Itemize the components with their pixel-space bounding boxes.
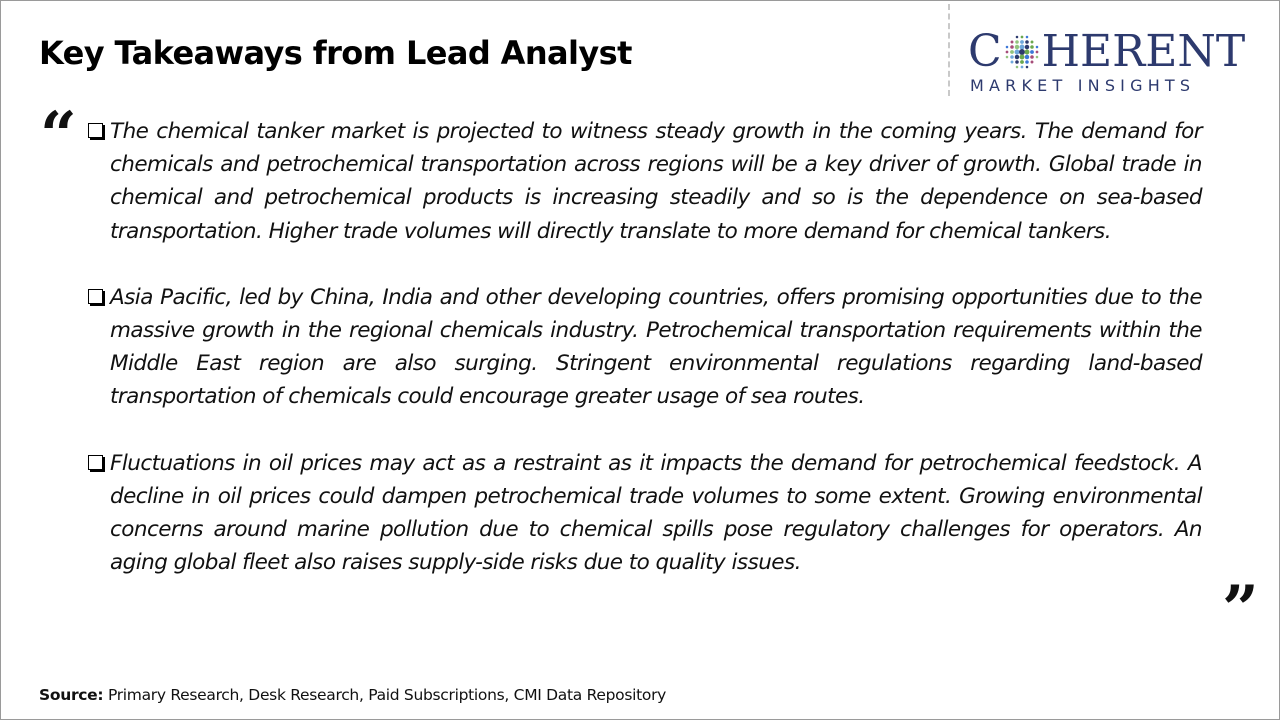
source-text: Primary Research, Desk Research, Paid Subscriptions, CMI Data Repository	[107, 686, 667, 704]
logo-dot	[1010, 50, 1014, 54]
logo-dot	[1020, 36, 1023, 39]
slide-title: Key Takeaways from Lead Analyst	[39, 34, 632, 72]
logo-dot	[1019, 45, 1024, 50]
logo-dot	[1010, 45, 1014, 49]
checkbox-bullet-icon	[88, 123, 103, 138]
logo-dot	[1014, 55, 1018, 59]
source-label: Source:	[39, 686, 104, 704]
logo-dot	[1025, 36, 1028, 39]
logo-dot	[1015, 36, 1018, 39]
logo-subtitle: MARKET INSIGHTS	[970, 76, 1196, 95]
logo-dot	[1010, 55, 1014, 59]
logo-dot	[1030, 41, 1033, 44]
logo-dot	[1035, 56, 1038, 59]
logo-dot	[1035, 51, 1038, 54]
logo-dot	[1020, 40, 1024, 44]
logo-dot-globe-icon	[1004, 34, 1040, 70]
company-logo	[968, 26, 1268, 100]
logo-dot	[1019, 49, 1025, 55]
logo-dot	[1015, 40, 1019, 44]
takeaway-item	[86, 281, 1202, 414]
logo-dot	[1015, 60, 1019, 64]
logo-dot	[1005, 56, 1008, 59]
logo-divider	[948, 4, 950, 96]
logo-dot	[1014, 45, 1018, 49]
logo-dot	[1005, 46, 1008, 49]
close-quote-icon: ”	[1222, 572, 1259, 647]
logo-word-right: HERENT	[1041, 26, 1246, 77]
logo-wordmark	[968, 26, 1268, 77]
logo-dot	[1025, 60, 1029, 64]
checkbox-bullet-icon	[88, 455, 103, 470]
logo-dot	[1025, 66, 1028, 69]
takeaway-text: The chemical tanker market is projected to witness steady growth in the coming years. The demand for chemicals and petrochemical transportation across regions will be a key driver of growth. Global trade in chemical and petrochemical products is increasing steadily and so is the dependence on sea-based transportation. Higher trade volumes will directly translate to more demand for chemical tankers.	[110, 119, 1202, 244]
logo-dot	[1035, 46, 1038, 49]
logo-dot	[1020, 60, 1024, 64]
logo-dot	[1025, 40, 1029, 44]
logo-word-left: C	[968, 26, 1002, 77]
open-quote-icon: “	[40, 98, 77, 173]
takeaway-text: Fluctuations in oil prices may act as a restraint as it impacts the demand for petrochemical feedstock. A decline in oil prices could dampen petrochemical trade volumes to some extent. Growing environmental concerns around marine pollution due to chemical spills pose regulatory challenges for operators. An aging global fleet also raises supply-side risks due to quality issues.	[110, 450, 1202, 576]
logo-dot	[1010, 41, 1013, 44]
takeaways-list	[86, 115, 1202, 612]
logo-dot	[1024, 45, 1028, 49]
logo-dot	[1019, 55, 1024, 60]
takeaway-item	[86, 447, 1202, 580]
takeaway-item	[86, 115, 1202, 248]
logo-dot	[1030, 55, 1034, 59]
logo-dot	[1015, 66, 1018, 69]
logo-dot	[1024, 50, 1029, 55]
logo-dot	[1010, 61, 1013, 64]
logo-dot	[1024, 55, 1028, 59]
logo-dot	[1030, 61, 1033, 64]
logo-dot	[1014, 50, 1019, 55]
source-note	[39, 686, 666, 704]
takeaway-text: Asia Pacific, led by China, India and other developing countries, offers promising opportunities due to the massive growth in the regional chemicals industry. Petrochemical transportation requirements within the Middle East region are also surging. Stringent environmental regulations regarding land-based transportation of chemicals could encourage greater usage of sea routes.	[110, 284, 1202, 410]
logo-dot	[1030, 45, 1034, 49]
logo-dot	[1005, 51, 1008, 54]
checkbox-bullet-icon	[88, 289, 103, 304]
logo-dot	[1020, 66, 1023, 69]
logo-dot	[1030, 50, 1034, 54]
